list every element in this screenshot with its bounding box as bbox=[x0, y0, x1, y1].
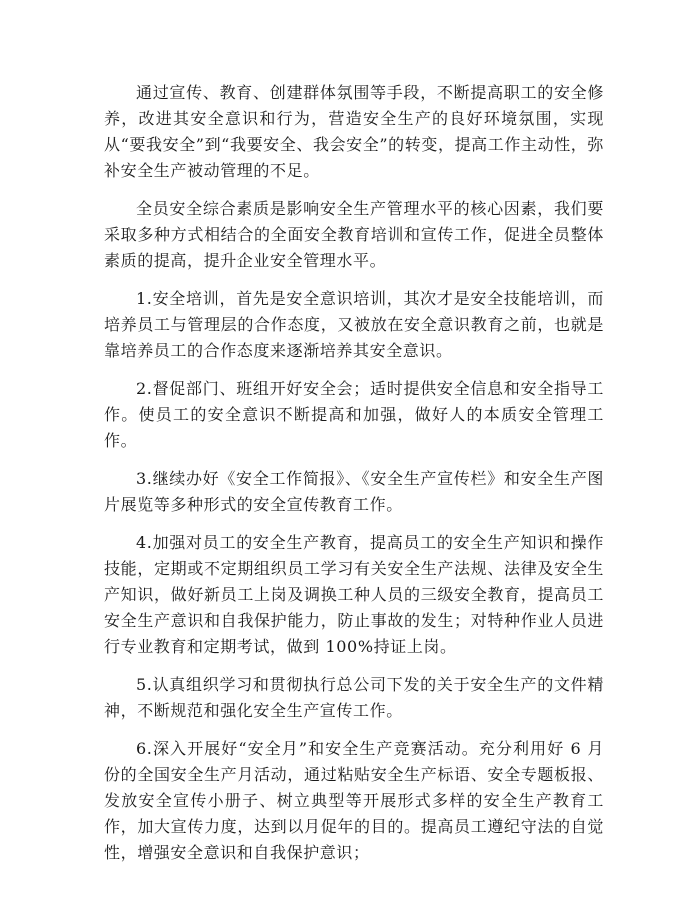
paragraph-item-5: 5.认真组织学习和贯彻执行总公司下发的关于安全生产的文件精神，不断规范和强化安全生产宣传工作。 bbox=[104, 675, 604, 720]
document-body bbox=[104, 80, 604, 878]
paragraph-item-6: 6.深入开展好“安全月”和安全生产竞赛活动。充分利用好 6 月份的全国安全生产月活动，通过粘贴安全生产标语、安全专题板报、发放安全宣传小册子、树立典型等开展形式多样的安全生产教育工作，加大宣传力度，达到以月促年的目的。提高员工遵纪守法的自觉性，增强安全意识和自我保护意识； bbox=[104, 739, 604, 862]
paragraph-item-3: 3.继续办好《安全工作简报》、《安全生产宣传栏》和安全生产图片展览等多种形式的安全宣传教育工作。 bbox=[104, 469, 604, 514]
paragraph-quality: 全员安全综合素质是影响安全生产管理水平的核心因素，我们要采取多种方式相结合的全面安全教育培训和宣传工作，促进全员整体素质的提高，提升企业安全管理水平。 bbox=[104, 199, 604, 270]
paragraph-item-4: 4.加强对员工的安全生产教育，提高员工的安全生产知识和操作技能，定期或不定期组织员工学习有关安全生产法规、法律及安全生产知识，做好新员工上岗及调换工种人员的三级安全教育，提高员工安全生产意识和自我保护能力，防止事故的发生；对特种作业人员进行专业教育和定期考试，做到 100%持证上岗。 bbox=[104, 533, 604, 656]
paragraph-intro: 通过宣传、教育、创建群体氛围等手段，不断提高职工的安全修养，改进其安全意识和行为，营造安全生产的良好环境氛围，实现从“要我安全”到“我要安全、我会安全”的转变，提高工作主动性，弥补安全生产被动管理的不足。 bbox=[104, 83, 604, 180]
paragraph-item-2: 2.督促部门、班组开好安全会；适时提供安全信息和安全指导工作。使员工的安全意识不断提高和加强，做好人的本质安全管理工作。 bbox=[104, 379, 604, 450]
paragraph-item-1: 1.安全培训，首先是安全意识培训，其次才是安全技能培训，而培养员工与管理层的合作态度，又被放在安全意识教育之前，也就是靠培养员工的合作态度来逐渐培养其安全意识。 bbox=[104, 289, 604, 360]
